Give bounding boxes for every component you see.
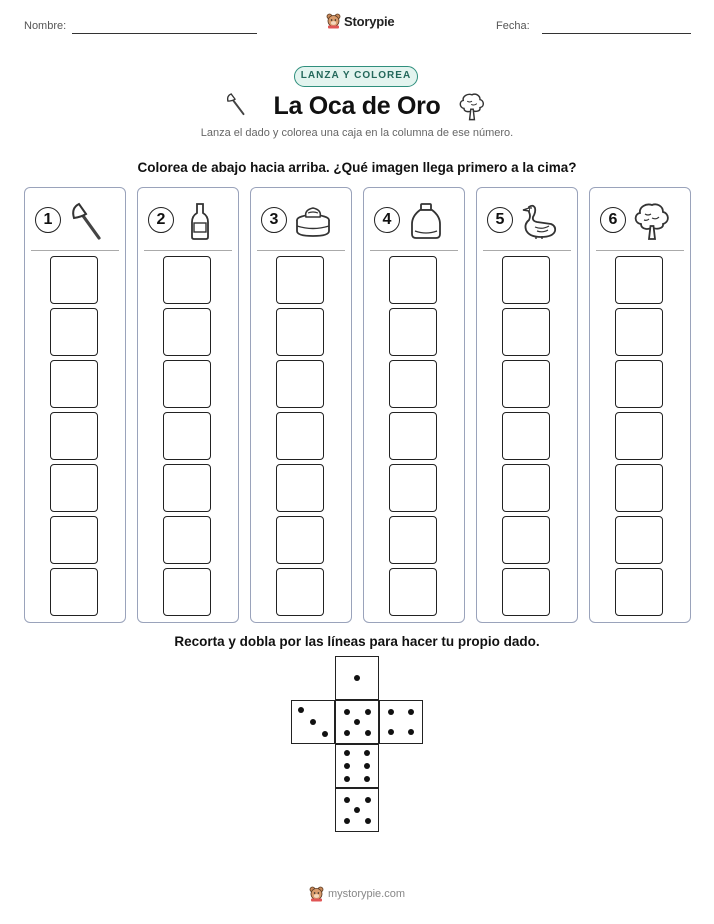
color-box[interactable]: [276, 308, 324, 356]
column-2: [137, 187, 239, 623]
color-box[interactable]: [389, 568, 437, 616]
die-pip: [344, 750, 350, 756]
color-box[interactable]: [502, 516, 550, 564]
column-5: [476, 187, 578, 623]
date-line[interactable]: [542, 33, 691, 34]
brand-name: Storypie: [344, 13, 395, 29]
color-box[interactable]: [163, 516, 211, 564]
die-pip: [298, 707, 304, 713]
color-box[interactable]: [615, 568, 663, 616]
color-box[interactable]: [502, 412, 550, 460]
footer: [309, 886, 405, 902]
brand-logo: [326, 13, 394, 29]
color-box[interactable]: [389, 464, 437, 512]
die-pip: [310, 719, 316, 725]
color-box[interactable]: [50, 360, 98, 408]
die-pip: [344, 818, 350, 824]
tree-icon: [632, 201, 672, 241]
die-pip: [364, 750, 370, 756]
color-box[interactable]: [50, 308, 98, 356]
die-face-3: [291, 700, 335, 744]
column-number: 6: [600, 207, 626, 233]
color-box[interactable]: [502, 464, 550, 512]
color-box[interactable]: [163, 412, 211, 460]
color-box[interactable]: [502, 308, 550, 356]
color-box[interactable]: [276, 568, 324, 616]
column-divider: [483, 250, 571, 251]
color-box[interactable]: [276, 464, 324, 512]
color-box[interactable]: [389, 360, 437, 408]
date-label: Fecha:: [496, 20, 530, 32]
die-pip: [354, 807, 360, 813]
activity-badge: LANZA Y COLOREA: [294, 66, 418, 87]
column-3: [250, 187, 352, 623]
bottle-icon: [180, 201, 220, 241]
tree-icon: [456, 90, 488, 122]
color-box[interactable]: [163, 360, 211, 408]
die-pip: [364, 776, 370, 782]
die-face-4: [379, 700, 423, 744]
instruction-bottom: Recorta y dobla por las líneas para hacer tu propio dado.: [174, 634, 540, 649]
column-divider: [257, 250, 345, 251]
die-pip: [388, 709, 394, 715]
die-pip: [388, 729, 394, 735]
color-box[interactable]: [502, 360, 550, 408]
die-pip: [344, 730, 350, 736]
column-6: [589, 187, 691, 623]
die-face-5: [335, 788, 379, 832]
goose-icon: [519, 201, 559, 241]
die-face-1: [335, 656, 379, 700]
die-face-5: [335, 700, 379, 744]
color-box[interactable]: [502, 568, 550, 616]
name-line[interactable]: [72, 33, 257, 34]
bear-icon: [309, 886, 324, 902]
color-box[interactable]: [276, 360, 324, 408]
color-box[interactable]: [163, 308, 211, 356]
color-box[interactable]: [389, 516, 437, 564]
color-box[interactable]: [615, 360, 663, 408]
color-box[interactable]: [276, 412, 324, 460]
color-box[interactable]: [163, 256, 211, 304]
color-box[interactable]: [163, 464, 211, 512]
color-box[interactable]: [50, 256, 98, 304]
color-box[interactable]: [389, 308, 437, 356]
die-pip: [344, 763, 350, 769]
die-pip: [322, 731, 328, 737]
column-divider: [370, 250, 458, 251]
bear-icon: [326, 13, 341, 29]
die-pip: [364, 763, 370, 769]
color-box[interactable]: [50, 412, 98, 460]
color-box[interactable]: [163, 568, 211, 616]
color-box[interactable]: [276, 256, 324, 304]
die-pip: [365, 709, 371, 715]
column-number: 4: [374, 207, 400, 233]
color-box[interactable]: [615, 412, 663, 460]
color-box[interactable]: [615, 464, 663, 512]
die-pip: [408, 729, 414, 735]
die-pip: [344, 709, 350, 715]
die-face-6: [335, 744, 379, 788]
color-box[interactable]: [502, 256, 550, 304]
color-box[interactable]: [50, 568, 98, 616]
column-divider: [596, 250, 684, 251]
column-1: [24, 187, 126, 623]
die-pip: [365, 797, 371, 803]
column-number: 1: [35, 207, 61, 233]
color-box[interactable]: [615, 516, 663, 564]
footer-url: mystorypie.com: [328, 888, 406, 900]
subtitle: Lanza el dado y colorea una caja en la columna de ese número.: [200, 127, 514, 139]
column-divider: [31, 250, 119, 251]
column-number: 5: [487, 207, 513, 233]
die-pip: [344, 776, 350, 782]
flask-icon: [406, 201, 446, 241]
column-number: 3: [261, 207, 287, 233]
color-box[interactable]: [276, 516, 324, 564]
color-box[interactable]: [615, 256, 663, 304]
die-pip: [365, 730, 371, 736]
color-box[interactable]: [389, 256, 437, 304]
name-label: Nombre:: [24, 20, 67, 32]
page-title: La Oca de Oro: [273, 92, 441, 120]
axe-icon: [67, 201, 107, 241]
die-pip: [354, 675, 360, 681]
color-box[interactable]: [389, 412, 437, 460]
column-number: 2: [148, 207, 174, 233]
instruction-top: Colorea de abajo hacia arriba. ¿Qué imagen llega primero a la cima?: [137, 160, 577, 175]
color-box[interactable]: [50, 464, 98, 512]
column-4: [363, 187, 465, 623]
color-box[interactable]: [50, 516, 98, 564]
die-pip: [344, 797, 350, 803]
die-pip: [354, 719, 360, 725]
color-box[interactable]: [615, 308, 663, 356]
column-divider: [144, 250, 232, 251]
cake-icon: [293, 201, 333, 241]
die-pip: [408, 709, 414, 715]
die-pip: [365, 818, 371, 824]
